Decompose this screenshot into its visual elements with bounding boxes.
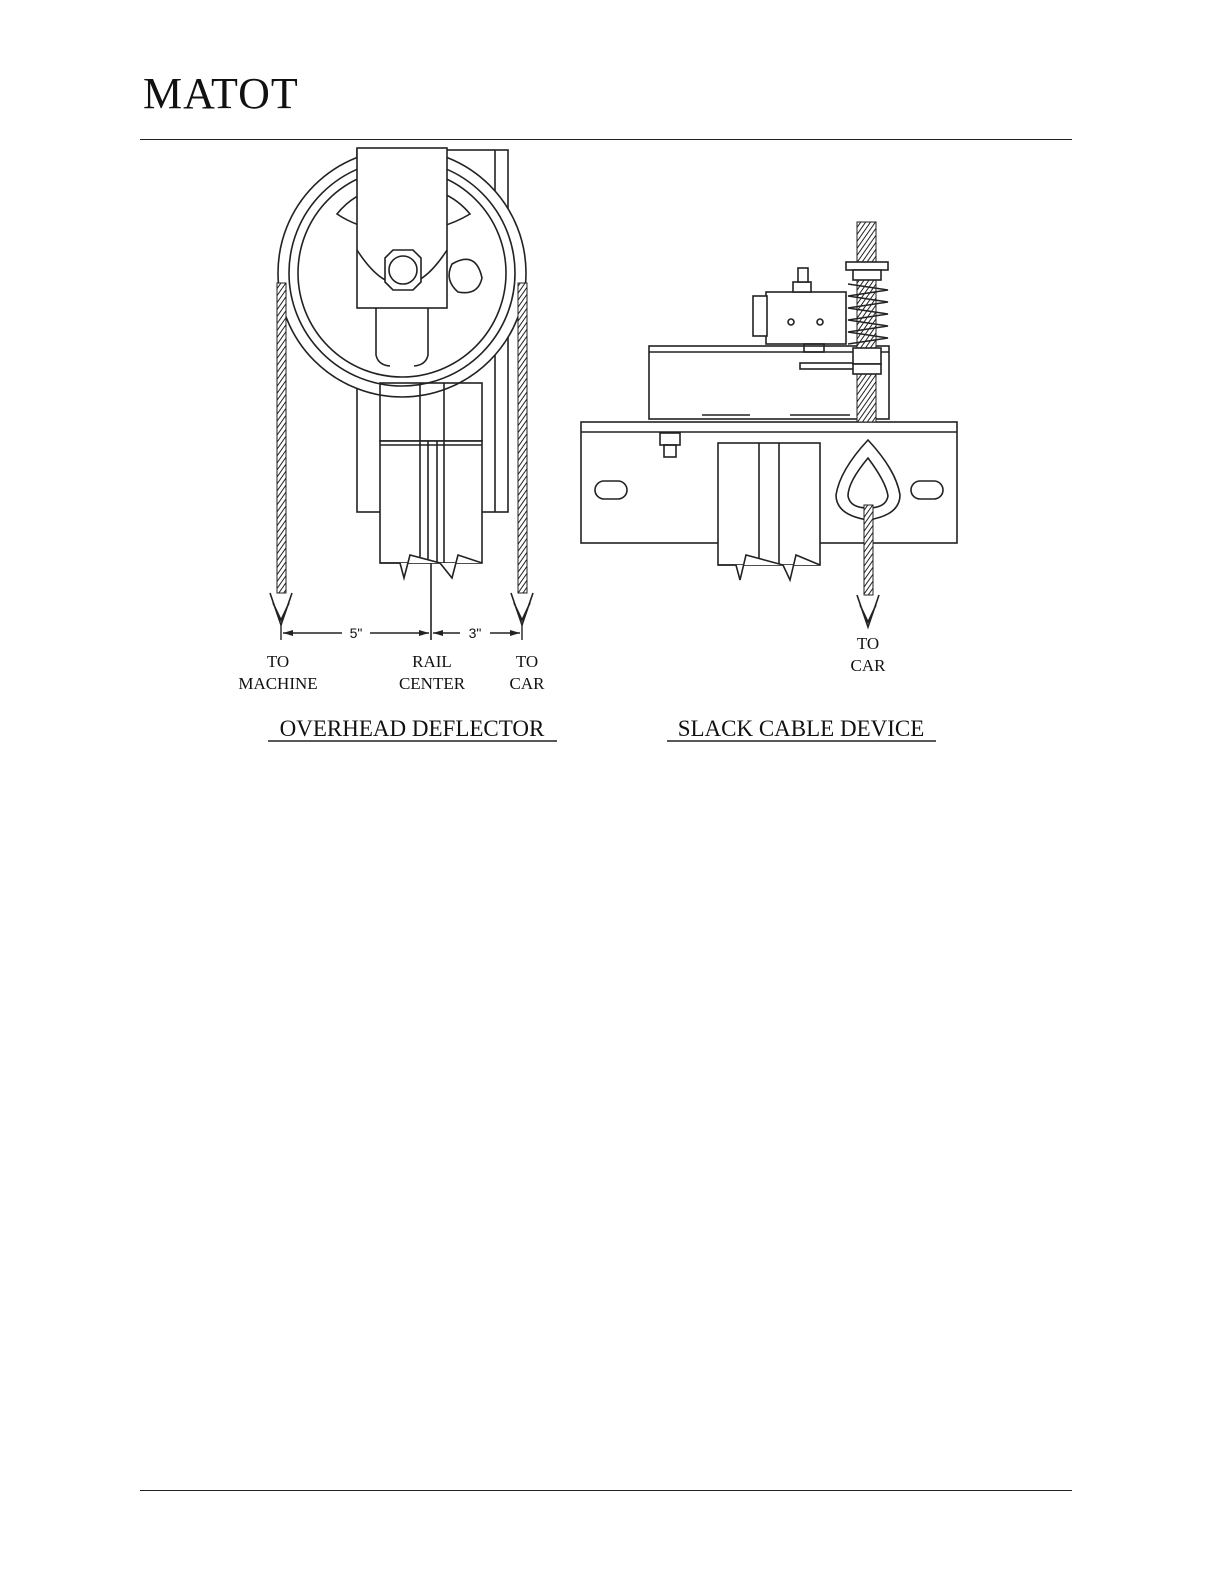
rail bbox=[718, 443, 820, 565]
label-to-machine-line1: TO bbox=[266, 652, 290, 671]
label-to-car-line1: TO bbox=[515, 652, 539, 671]
label-to-car-line2: CAR bbox=[509, 674, 545, 693]
caption-overhead-deflector: OVERHEAD DEFLECTOR bbox=[279, 716, 545, 741]
label-rail-center-line1: RAIL bbox=[412, 652, 452, 671]
label-slack-to-car-line1: TO bbox=[856, 634, 880, 653]
overhead-deflector-drawing bbox=[278, 148, 526, 640]
caption-slack-cable-device: SLACK CABLE DEVICE bbox=[677, 716, 925, 741]
limit-switch bbox=[766, 292, 846, 344]
label-rail-center-line2: CENTER bbox=[398, 674, 466, 693]
brand-logo: MATOT bbox=[143, 69, 299, 118]
cable-to-car bbox=[511, 283, 533, 625]
label-slack-to-car-line2: CAR bbox=[850, 656, 886, 675]
dimension-line bbox=[281, 624, 522, 640]
dimension-5in: 5" bbox=[349, 625, 363, 641]
cable-to-machine bbox=[270, 283, 292, 625]
slack-cable-device-drawing bbox=[581, 222, 957, 580]
label-to-machine-line2: MACHINE bbox=[238, 674, 318, 693]
dimension-3in: 3" bbox=[468, 625, 482, 641]
